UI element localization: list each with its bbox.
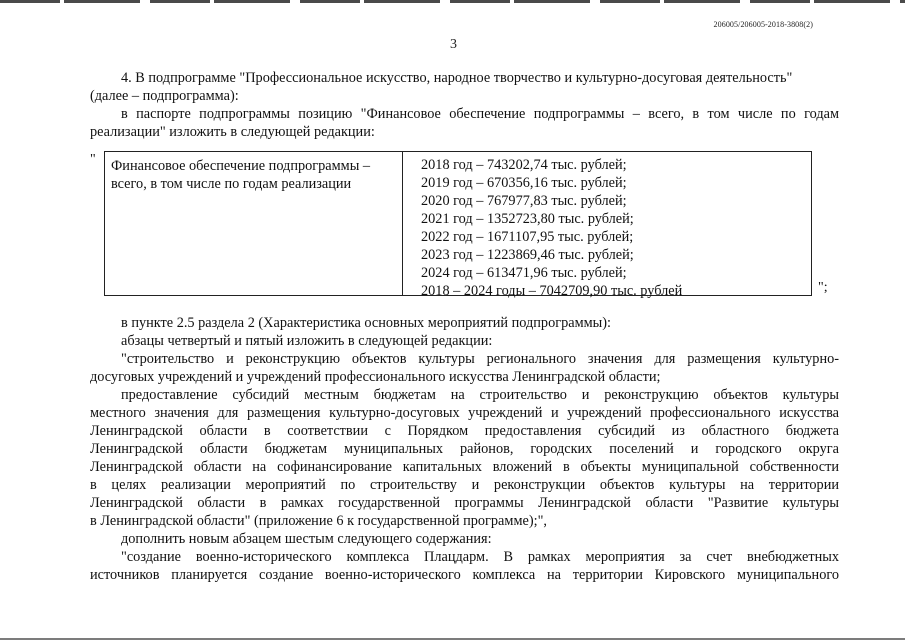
subsidy-line: Ленинградской области в рамках государственной программы Ленинградской области "Развитие культуры [90, 495, 839, 511]
add-paragraph-line: дополнить новым абзацем шестым следующего содержания: [121, 531, 492, 547]
quote1-line2: досуговых учреждений и учреждений профессионального искусства Ленинградской области; [90, 369, 661, 385]
document-code: 206005/206005-2018-3808(2) [713, 20, 813, 29]
left-cell-line2: всего, в том числе по годам реализации [111, 175, 352, 192]
item4-line1: 4. В подпрограмме "Профессиональное искусство, народное творчество и культурно-досуговая деятельность" [121, 70, 793, 86]
subsidy-line: в целях реализации мероприятий по строительству и реконструкции объектов культуры на территории [90, 477, 839, 493]
scan-edge-top [0, 0, 905, 3]
new-para-line2: источников планируется создание военно-исторического комплекса на территории Кировского муниципального [90, 567, 839, 583]
year-line: 2022 год – 1671107,95 тыс. рублей; [421, 229, 634, 245]
page-number: 3 [450, 37, 457, 52]
subsidy-line: предоставление субсидий местным бюджетам на строительство и реконструкцию объектов культуры [121, 387, 839, 403]
year-line: 2018 год – 743202,74 тыс. рублей; [421, 157, 627, 173]
subsidy-line: Ленинградской области бюджетам муниципальных районов, городских поселений и городского округа [90, 441, 839, 457]
passport-line2: реализации" изложить в следующей редакции: [90, 124, 375, 140]
subsidy-line: в Ленинградской области" (приложение 6 к государственной программе);", [90, 513, 547, 529]
table-close-quote: "; [818, 280, 828, 295]
passport-line1: в паспорте подпрограммы позицию "Финансовое обеспечение подпрограммы – всего, в том числе по годам [121, 106, 839, 122]
table-left-cell [111, 158, 396, 193]
item4-line2: (далее – подпрограмма): [90, 88, 239, 104]
section-line: в пункте 2.5 раздела 2 (Характеристика основных мероприятий подпрограммы): [121, 315, 612, 331]
subsidy-line: местного значения для размещения культурно-досуговых учреждений и учреждений профессионального искусства [90, 405, 839, 421]
year-line: 2019 год – 670356,16 тыс. рублей; [421, 175, 627, 191]
left-cell-line1: Финансовое обеспечение подпрограммы – [111, 158, 371, 174]
quote1-line1: "строительство и реконструкцию объектов культуры регионального значения для размещения культурно- [121, 351, 839, 367]
year-line: 2021 год – 1352723,80 тыс. рублей; [421, 211, 634, 227]
year-line: 2020 год – 767977,83 тыс. рублей; [421, 193, 627, 209]
year-line: 2023 год – 1223869,46 тыс. рублей; [421, 247, 634, 263]
financing-table [104, 151, 812, 299]
year-total-line: 2018 – 2024 годы – 7042709,90 тыс. рублей [421, 283, 683, 299]
table-column-divider [402, 152, 403, 295]
subsidy-line: Ленинградской области в соответствии с Порядком предоставления субсидий из областного бюджета [90, 423, 839, 439]
table-right-cell [421, 156, 682, 300]
paragraphs-line: абзацы четвертый и пятый изложить в следующей редакции: [121, 333, 493, 349]
year-line: 2024 год – 613471,96 тыс. рублей; [421, 265, 627, 281]
subsidy-line: Ленинградской области на софинансирование капитальных вложений в объекты муниципальной собственности [90, 459, 839, 475]
table-open-quote: " [90, 152, 96, 167]
new-para-line1: "создание военно-исторического комплекса Плацдарм. В рамках мероприятия за счет внебюджетных [121, 549, 839, 565]
